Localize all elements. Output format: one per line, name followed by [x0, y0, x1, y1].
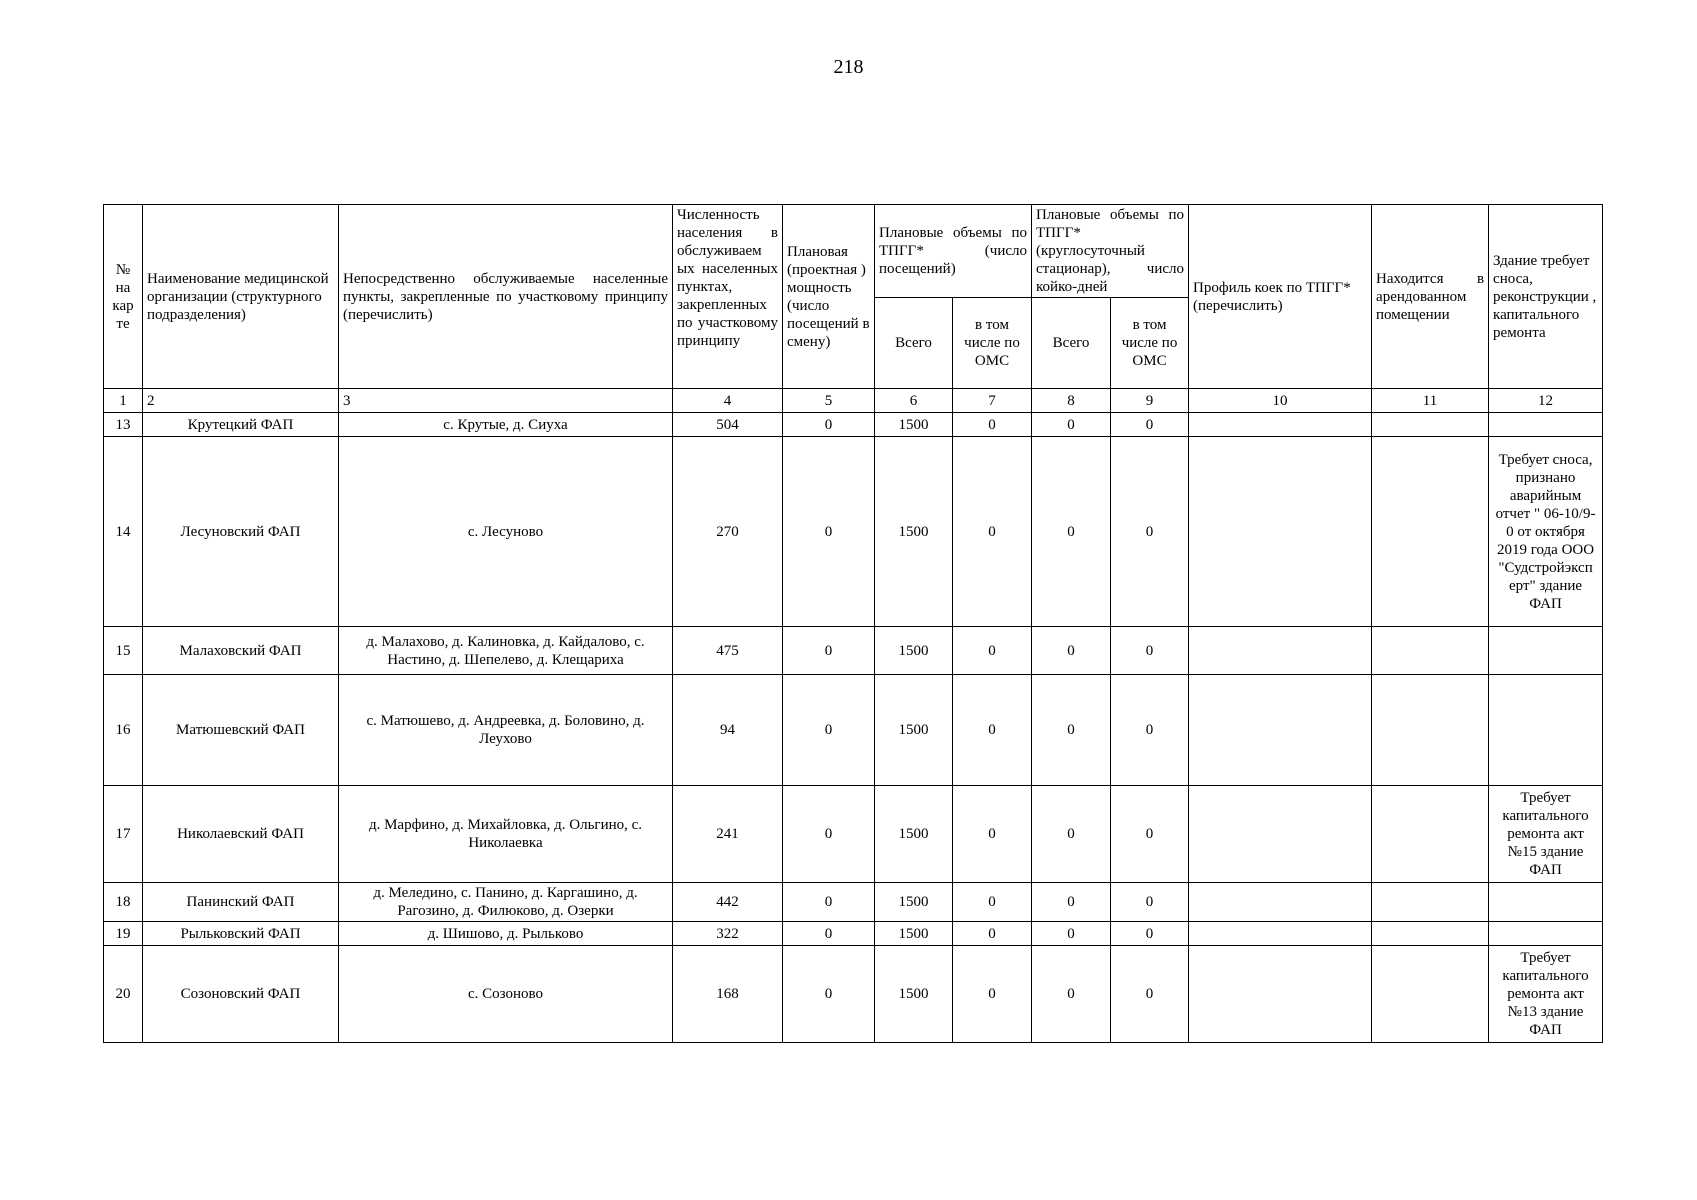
beds-total: 0 [1032, 675, 1111, 786]
column-number: 11 [1372, 389, 1489, 413]
settlements: д. Шишово, д. Рыльково [339, 922, 673, 946]
beds-oms: 0 [1111, 946, 1189, 1043]
capacity: 0 [783, 675, 875, 786]
table-row [104, 786, 1603, 883]
population: 504 [673, 413, 783, 437]
capacity: 0 [783, 627, 875, 675]
organization-name: Созоновский ФАП [143, 946, 339, 1043]
bed-profile [1189, 437, 1372, 627]
page-number: 218 [833, 56, 864, 78]
building-state [1489, 413, 1603, 437]
organization-name: Крутецкий ФАП [143, 413, 339, 437]
beds-oms: 0 [1111, 922, 1189, 946]
population: 442 [673, 883, 783, 922]
settlements: д. Малахово, д. Калиновка, д. Кайдалово, с. Настино, д. Шепелево, д. Клещариха [339, 627, 673, 675]
organization-name: Лесуновский ФАП [143, 437, 339, 627]
organization-name: Николаевский ФАП [143, 786, 339, 883]
table-row [104, 922, 1603, 946]
bed-profile [1189, 675, 1372, 786]
beds-total: 0 [1032, 883, 1111, 922]
bed-profile [1189, 946, 1372, 1043]
header-organization-name: Наименование медицинской организации (структурного подразделения) [143, 205, 339, 389]
beds-oms: 0 [1111, 413, 1189, 437]
header-rented: Находится в арендованном помещении [1372, 205, 1489, 389]
beds-total: 0 [1032, 922, 1111, 946]
rented [1372, 413, 1489, 437]
header-building-state: Здание требует сноса, реконструкции , капитального ремонта [1489, 205, 1603, 389]
population: 270 [673, 437, 783, 627]
visits-total: 1500 [875, 437, 953, 627]
rented [1372, 786, 1489, 883]
table-row [104, 413, 1603, 437]
organization-name: Рыльковский ФАП [143, 922, 339, 946]
rented [1372, 922, 1489, 946]
visits-total: 1500 [875, 675, 953, 786]
visits-total: 1500 [875, 946, 953, 1043]
organization-name: Матюшевский ФАП [143, 675, 339, 786]
building-state [1489, 922, 1603, 946]
population: 168 [673, 946, 783, 1043]
row-number: 14 [104, 437, 143, 627]
visits-oms: 0 [953, 922, 1032, 946]
column-number-row [104, 389, 1603, 413]
population: 475 [673, 627, 783, 675]
table-row [104, 627, 1603, 675]
population: 94 [673, 675, 783, 786]
capacity: 0 [783, 922, 875, 946]
header-bed-profile: Профиль коек по ТПГГ* (перечислить) [1189, 205, 1372, 389]
beds-total: 0 [1032, 946, 1111, 1043]
population: 241 [673, 786, 783, 883]
column-number: 1 [104, 389, 143, 413]
rented [1372, 675, 1489, 786]
column-number: 7 [953, 389, 1032, 413]
beds-total: 0 [1032, 413, 1111, 437]
header-map-number: № на кар те [104, 205, 143, 389]
header-capacity: Плановая (проектная ) мощность (число посещений в смену) [783, 205, 875, 389]
visits-total: 1500 [875, 627, 953, 675]
column-number: 12 [1489, 389, 1603, 413]
visits-oms: 0 [953, 413, 1032, 437]
header-beds-total: Всего [1032, 298, 1111, 389]
visits-oms: 0 [953, 786, 1032, 883]
visits-oms: 0 [953, 627, 1032, 675]
table-row [104, 946, 1603, 1043]
row-number: 15 [104, 627, 143, 675]
visits-oms: 0 [953, 883, 1032, 922]
header-visits-total: Всего [875, 298, 953, 389]
capacity: 0 [783, 786, 875, 883]
column-number: 3 [339, 389, 673, 413]
settlements: д. Меледино, с. Панино, д. Каргашино, д. Рагозино, д. Филюково, д. Озерки [339, 883, 673, 922]
column-number: 5 [783, 389, 875, 413]
settlements: с. Матюшево, д. Андреевка, д. Боловино, д. Леухово [339, 675, 673, 786]
settlements: с. Созоново [339, 946, 673, 1043]
column-number: 6 [875, 389, 953, 413]
beds-oms: 0 [1111, 437, 1189, 627]
capacity: 0 [783, 946, 875, 1043]
capacity: 0 [783, 413, 875, 437]
visits-oms: 0 [953, 946, 1032, 1043]
building-state: Требует сноса, признано аварийным отчет " 06-10/9-0 от октября 2019 года ООО "Судстройэксп ерт" здание ФАП [1489, 437, 1603, 627]
table-row [104, 883, 1603, 922]
visits-oms: 0 [953, 675, 1032, 786]
building-state [1489, 627, 1603, 675]
visits-total: 1500 [875, 883, 953, 922]
bed-profile [1189, 883, 1372, 922]
table-row [104, 675, 1603, 786]
beds-total: 0 [1032, 627, 1111, 675]
row-number: 16 [104, 675, 143, 786]
capacity: 0 [783, 437, 875, 627]
row-number: 18 [104, 883, 143, 922]
bed-profile [1189, 786, 1372, 883]
organization-name: Малаховский ФАП [143, 627, 339, 675]
header-beds-oms: в том числе по ОМС [1111, 298, 1189, 389]
beds-oms: 0 [1111, 627, 1189, 675]
header-visits-oms: в том числе по ОМС [953, 298, 1032, 389]
beds-oms: 0 [1111, 786, 1189, 883]
capacity: 0 [783, 883, 875, 922]
rented [1372, 437, 1489, 627]
header-settlements: Непосредственно обслуживаемые населенные пункты, закрепленные по участковому принципу (перечислить) [339, 205, 673, 389]
rented [1372, 883, 1489, 922]
building-state [1489, 883, 1603, 922]
fap-registry-table [103, 204, 1603, 1043]
visits-oms: 0 [953, 437, 1032, 627]
rented [1372, 946, 1489, 1043]
visits-total: 1500 [875, 786, 953, 883]
building-state: Требует капитального ремонта акт №13 здание ФАП [1489, 946, 1603, 1043]
bed-profile [1189, 413, 1372, 437]
header-row-top [104, 205, 1603, 298]
organization-name: Панинский ФАП [143, 883, 339, 922]
beds-total: 0 [1032, 437, 1111, 627]
visits-total: 1500 [875, 922, 953, 946]
beds-oms: 0 [1111, 675, 1189, 786]
header-population: Численность населения в обслуживаем ых населенных пунктах, закрепленных по участковому принципу [673, 205, 783, 389]
row-number: 19 [104, 922, 143, 946]
column-number: 10 [1189, 389, 1372, 413]
column-number: 4 [673, 389, 783, 413]
row-number: 13 [104, 413, 143, 437]
settlements: д. Марфино, д. Михайловка, д. Ольгино, с. Николаевка [339, 786, 673, 883]
beds-oms: 0 [1111, 883, 1189, 922]
column-number: 2 [143, 389, 339, 413]
column-number: 8 [1032, 389, 1111, 413]
settlements: с. Лесуново [339, 437, 673, 627]
population: 322 [673, 922, 783, 946]
header-planned-beds: Плановые объемы по ТПГГ* (круглосуточный стационар), число койко-дней [1032, 205, 1189, 298]
building-state: Требует капитального ремонта акт №15 здание ФАП [1489, 786, 1603, 883]
row-number: 20 [104, 946, 143, 1043]
building-state [1489, 675, 1603, 786]
rented [1372, 627, 1489, 675]
settlements: с. Крутые, д. Сиуха [339, 413, 673, 437]
column-number: 9 [1111, 389, 1189, 413]
visits-total: 1500 [875, 413, 953, 437]
bed-profile [1189, 922, 1372, 946]
header-planned-visits: Плановые объемы по ТПГГ* (число посещений) [875, 205, 1032, 298]
bed-profile [1189, 627, 1372, 675]
beds-total: 0 [1032, 786, 1111, 883]
table-row [104, 437, 1603, 627]
row-number: 17 [104, 786, 143, 883]
